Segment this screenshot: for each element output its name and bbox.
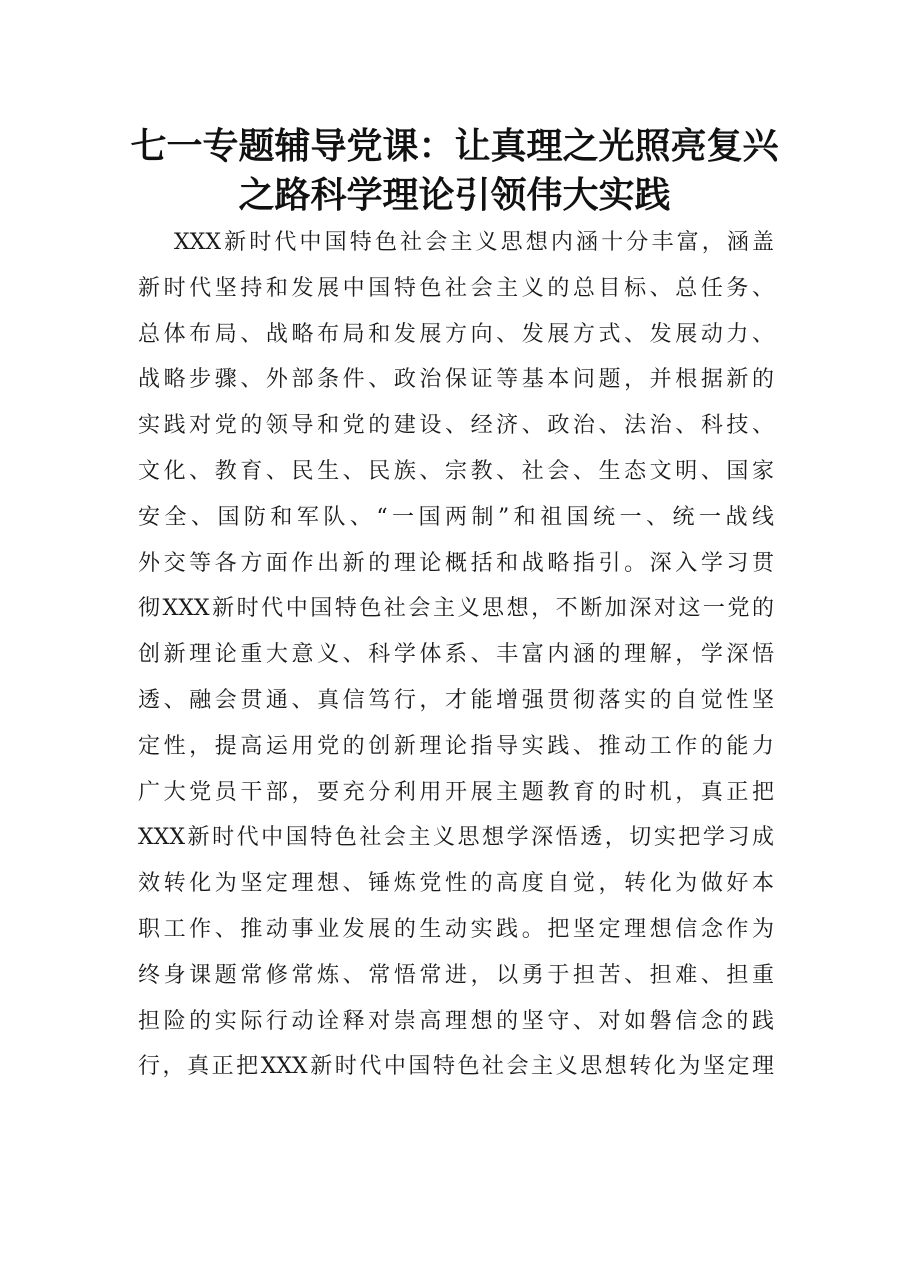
- body-line: 担险的实际行动诠释对崇高理想的坚守、对如磐信念的践: [138, 1008, 774, 1034]
- body-line: 效转化为坚定理想、锤炼党性的高度自觉，转化为做好本: [138, 871, 774, 897]
- body-line: 终身课题常修常炼、常悟常进，以勇于担苦、担难、担重: [138, 962, 774, 988]
- body-line: 定性，提高运用党的创新理论指导实践、推动工作的能力: [138, 733, 774, 759]
- body-line: XXX新时代中国特色社会主义思想学深悟透，切实把学习成: [138, 825, 774, 851]
- body-line: 安全、国防和军队、“一国两制”和祖国统一、统一战线: [138, 504, 774, 530]
- body-line: 实践对党的领导和党的建设、经济、政治、法治、科技、: [138, 413, 774, 439]
- document-body: [138, 220, 774, 1090]
- body-line: 总体布局、战略布局和发展方向、发展方式、发展动力、: [138, 321, 774, 347]
- body-line: 行，真正把XXX新时代中国特色社会主义思想转化为坚定理: [138, 1054, 774, 1080]
- body-line: 外交等各方面作出新的理论概括和战略指引。深入学习贯: [138, 550, 774, 576]
- body-line: 新时代坚持和发展中国特色社会主义的总目标、总任务、: [138, 275, 774, 301]
- document-title-line-2: 之路科学理论引领伟大实践: [238, 174, 671, 216]
- body-line: 彻XXX新时代中国特色社会主义思想，不断加深对这一党的: [138, 596, 774, 622]
- body-line: XXX新时代中国特色社会主义思想内涵十分丰富，涵盖: [174, 230, 774, 255]
- document-title-line-1: 七一专题辅导党课：让真理之光照亮复兴: [130, 125, 779, 167]
- body-line: 职工作、推动事业发展的生动实践。把坚定理想信念作为: [138, 916, 774, 942]
- body-line: 透、融会贯通、真信笃行，才能增强贯彻落实的自觉性坚: [138, 687, 774, 713]
- body-line: 创新理论重大意义、科学体系、丰富内涵的理解，学深悟: [138, 642, 774, 668]
- body-line: 战略步骤、外部条件、政治保证等基本问题，并根据新的: [138, 367, 774, 393]
- body-line: 文化、教育、民生、民族、宗教、社会、生态文明、国家: [138, 458, 774, 484]
- body-line: 广大党员干部，要充分利用开展主题教育的时机，真正把: [138, 779, 774, 805]
